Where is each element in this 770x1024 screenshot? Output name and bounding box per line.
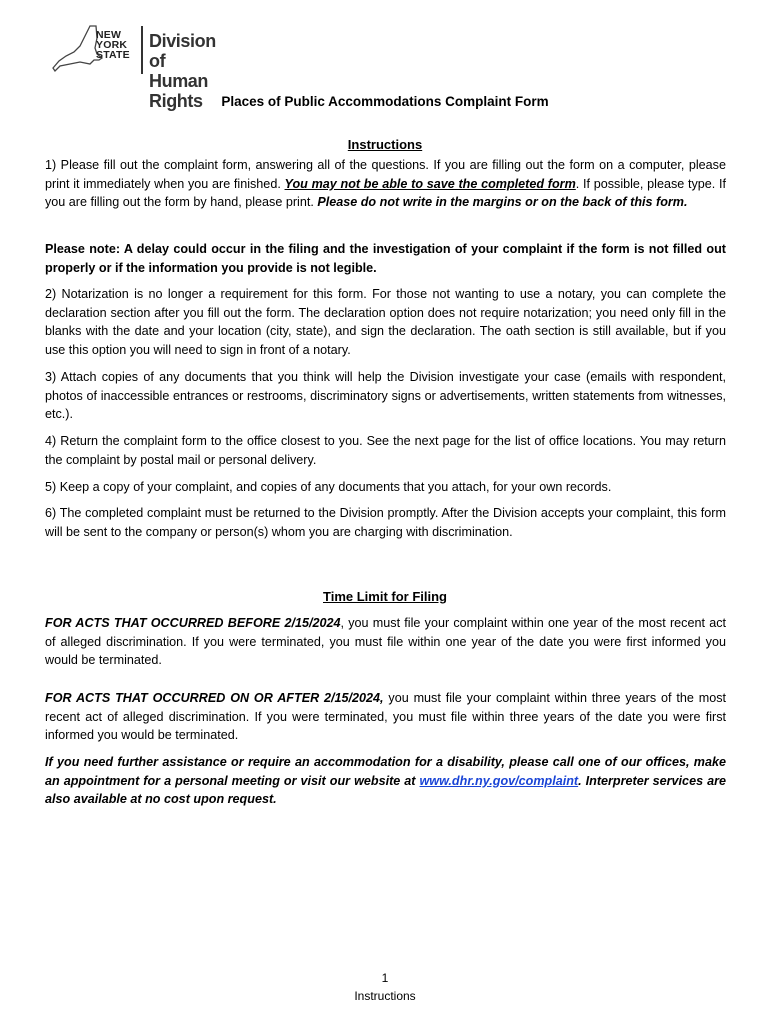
- logo-state-text: NEW YORK STATE: [96, 29, 130, 61]
- instruction-3: 3) Attach copies of any documents that you think will help the Division investigate your case (emails with respondent, photos of inaccessible entrances or restrooms, discriminatory signs or advertisements, written statements from witnesses, etc.).: [45, 370, 726, 422]
- time-limit-before: FOR ACTS THAT OCCURRED BEFORE 2/15/2024, you must file your complaint within one year of the most recent act of alleged discrimination. If you were terminated, you must file within one year of the date you were first informed you would be terminated.: [45, 616, 726, 668]
- time-limit-after: FOR ACTS THAT OCCURRED ON OR AFTER 2/15/2024, you must file your complaint within three years of the most recent act of alleged discrimination. If you were terminated, you must file within three years of the date you were first informed you would be terminated.: [45, 691, 726, 743]
- instruction-6: 6) The completed complaint must be returned to the Division promptly. After the Division accepts your complaint, this form will be sent to the company or person(s) whom you are charging with discrimination.: [45, 506, 726, 539]
- instruction-1: 1) Please fill out the complaint form, answering all of the questions. If you are filling out the form on a computer, please print it immediately when you are finished. You may not be able to save the completed form. If possible, please type. If you are filling out the form by hand, please print. Please do not write in the margins or on the back of this form.: [45, 158, 726, 210]
- page-number: 1: [381, 971, 389, 985]
- please-note: Please note: A delay could occur in the filing and the investigation of your complaint if the form is not filled out properly or if the information you provide is not legible.: [45, 242, 726, 275]
- logo-org-name: Division of Human Rights: [149, 31, 216, 111]
- instruction-2: 2) Notarization is no longer a requirement for this form. For those not wanting to use a notary, you can complete the declaration section after you fill out the form. The declaration option does not require notarization; you need only fill in the blanks with the date and your location (city, state), and sign the declaration. The oath section is still available, but if you use this option you will need to sign in front of a notary.: [45, 287, 726, 357]
- instruction-5: 5) Keep a copy of your complaint, and copies of any documents that you attach, for your own records.: [45, 480, 612, 494]
- instruction-4: 4) Return the complaint form to the office closest to you. See the next page for the list of office locations. You may return the complaint by postal mail or personal delivery.: [45, 434, 726, 467]
- complaint-website-link[interactable]: www.dhr.ny.gov/complaint: [419, 773, 579, 788]
- page-title: Places of Public Accommodations Complaint Form: [221, 94, 549, 109]
- assistance-note: If you need further assistance or require an accommodation for a disability, please call one of our offices, make an appointment for a personal meeting or visit our website at www.dhr.ny.gov/complaint. Interpreter services are also available at no cost upon request.: [45, 755, 727, 807]
- footer-section-label: Instructions: [354, 989, 416, 1003]
- instructions-heading: Instructions: [347, 137, 423, 152]
- time-limit-heading: Time Limit for Filing: [323, 589, 447, 604]
- logo-divider: [141, 26, 143, 74]
